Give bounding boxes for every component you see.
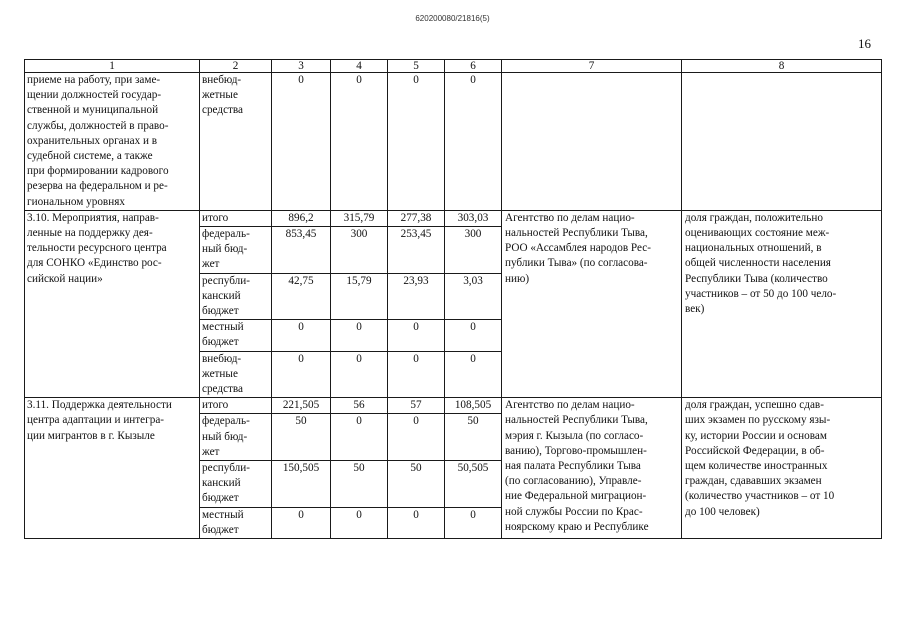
cell-line: канский [202, 477, 241, 490]
cell-line: местный [202, 321, 244, 334]
cell-line: федераль- [202, 415, 250, 428]
cell-line: жетные [202, 367, 238, 380]
cell-line: доля граждан, положительно [685, 211, 823, 224]
cell-line: жет [202, 445, 220, 458]
cell-line: ный бюд- [202, 243, 248, 256]
value-cell: 303,03 [445, 210, 502, 226]
value-cell: 108,505 [445, 398, 502, 414]
value-cell: 50 [272, 414, 331, 461]
cell-line: мэрия г. Кызыла (по согласо- [505, 429, 644, 442]
cell-line: бюджет [202, 305, 239, 318]
cell-line: канский [202, 289, 241, 302]
value-cell: 50,505 [445, 461, 502, 508]
cell-line: средства [202, 383, 244, 396]
cell-line: ванию), Торгово-промышлен- [505, 444, 647, 457]
cell-line: судебной системе, а также [27, 150, 153, 163]
cell-line: ку, истории России и основам [685, 429, 827, 442]
header-cell: 2 [200, 60, 272, 73]
activity-cell [25, 73, 200, 211]
cell-line: (по согласованию), Управле- [505, 475, 642, 488]
cell-line: век) [685, 303, 705, 316]
cell-line: гиональном уровнях [27, 195, 125, 208]
value-cell: 50 [445, 414, 502, 461]
cell-line: тельности ресурсного центра [27, 242, 167, 255]
cell-line: бюджет [202, 492, 239, 505]
funding-source-cell [200, 351, 272, 398]
header-cell: 5 [388, 60, 445, 73]
cell-line: республи- [202, 274, 250, 287]
table-row [25, 73, 882, 211]
value-cell: 57 [388, 398, 445, 414]
cell-line: ноярскому краю и Республике [505, 520, 649, 533]
header-cell: 7 [502, 60, 682, 73]
executors-cell [502, 398, 682, 539]
cell-line: ших экзамен по русскому язы- [685, 414, 831, 427]
cell-line: средства [202, 104, 244, 117]
value-cell: 0 [331, 320, 388, 351]
cell-line: до 100 человек) [685, 505, 760, 518]
program-table [24, 59, 882, 539]
cell-line: 3.11. Поддержка деятельности [27, 399, 172, 412]
value-cell: 0 [388, 73, 445, 211]
value-cell: 56 [331, 398, 388, 414]
cell-line: публики Тыва» (по согласова- [505, 257, 648, 270]
value-cell: 0 [272, 320, 331, 351]
cell-line: доля граждан, успешно сдав- [685, 399, 824, 412]
funding-source-cell [200, 210, 272, 226]
cell-line: Республики Тыва (количество [685, 272, 828, 285]
funding-source-cell [200, 273, 272, 320]
indicator-cell [682, 210, 882, 397]
header-cell: 4 [331, 60, 388, 73]
funding-source-cell [200, 227, 272, 274]
value-cell: 0 [272, 351, 331, 398]
value-cell: 315,79 [331, 210, 388, 226]
table-row [25, 210, 882, 226]
header-cell: 6 [445, 60, 502, 73]
cell-line: внебюд- [202, 352, 242, 365]
value-cell: 277,38 [388, 210, 445, 226]
funding-source-cell [200, 414, 272, 461]
cell-line: для СОНКО «Единство рос- [27, 257, 162, 270]
funding-source-cell [200, 320, 272, 351]
cell-line: при формировании кадрового [27, 165, 169, 178]
value-cell: 0 [331, 507, 388, 538]
cell-line: приеме на работу, при заме- [27, 74, 161, 86]
cell-line: итого [202, 399, 229, 412]
cell-line: РОО «Ассамблея народов Рес- [505, 242, 651, 255]
cell-line: оценивающих состояние меж- [685, 227, 830, 240]
value-cell: 0 [388, 414, 445, 461]
cell-line: нальностей Республики Тыва, [505, 227, 648, 240]
cell-line: общей численности населения [685, 257, 831, 270]
cell-line: службы, должностей в право- [27, 119, 169, 132]
value-cell: 0 [388, 351, 445, 398]
cell-line: местный [202, 508, 244, 521]
value-cell: 221,505 [272, 398, 331, 414]
cell-line: федераль- [202, 228, 250, 241]
value-cell: 853,45 [272, 227, 331, 274]
value-cell: 0 [331, 351, 388, 398]
cell-line: Агентство по делам нацио- [505, 399, 635, 412]
indicator-cell [682, 398, 882, 539]
cell-line: ная палата Республики Тыва [505, 460, 641, 473]
cell-line: граждан, сдававших экзамен [685, 475, 822, 488]
value-cell: 15,79 [331, 273, 388, 320]
cell-line: внебюд- [202, 74, 242, 86]
activity-cell [25, 210, 200, 397]
cell-line: ленные на поддержку дея- [27, 227, 153, 240]
cell-line: ный бюд- [202, 430, 248, 443]
cell-line: щении должностей государ- [27, 89, 162, 102]
cell-line: щем количестве иностранных [685, 460, 828, 473]
cell-line: ции мигрантов в г. Кызыле [27, 429, 155, 442]
cell-line: ние Федеральной миграцион- [505, 490, 647, 503]
executors-cell [502, 210, 682, 397]
value-cell: 0 [331, 73, 388, 211]
cell-line: жет [202, 258, 220, 271]
value-cell: 50 [331, 461, 388, 508]
cell-line: центра адаптации и интегра- [27, 414, 165, 427]
value-cell: 23,93 [388, 273, 445, 320]
value-cell: 0 [272, 73, 331, 211]
value-cell: 0 [445, 73, 502, 211]
value-cell: 0 [272, 507, 331, 538]
value-cell: 896,2 [272, 210, 331, 226]
funding-source-cell [200, 507, 272, 538]
cell-line: национальных отношений, в [685, 242, 822, 255]
cell-line: ственной и муниципальной [27, 104, 159, 117]
value-cell: 0 [445, 507, 502, 538]
value-cell: 50 [388, 461, 445, 508]
cell-line: бюджет [202, 336, 239, 349]
cell-line: (количество участников – от 10 [685, 490, 835, 503]
value-cell: 300 [331, 227, 388, 274]
header-cell: 8 [682, 60, 882, 73]
value-cell: 0 [388, 320, 445, 351]
cell-line: жетные [202, 89, 238, 102]
activity-cell [25, 398, 200, 539]
cell-line: нию) [505, 272, 530, 285]
cell-line: сийской нации» [27, 272, 103, 285]
value-cell: 300 [445, 227, 502, 274]
cell-line: нальностей Республики Тыва, [505, 414, 648, 427]
document-code: 620200080/21816(5) [415, 14, 490, 23]
cell-line: охранительных органах и в [27, 134, 158, 147]
cell-line: 3.10. Мероприятия, направ- [27, 211, 159, 224]
cell-line: ной службы России по Крас- [505, 505, 643, 518]
page-number: 16 [858, 36, 871, 51]
indicator-cell [682, 73, 882, 211]
cell-line: бюджет [202, 523, 239, 536]
cell-line: Агентство по делам нацио- [505, 211, 635, 224]
cell-line: резерва на федеральном и ре- [27, 180, 168, 193]
cell-line: итого [202, 211, 229, 224]
value-cell: 0 [388, 507, 445, 538]
cell-line: участников – от 50 до 100 чело- [685, 287, 837, 300]
table-row [25, 398, 882, 414]
value-cell: 42,75 [272, 273, 331, 320]
cell-line: Российской Федерации, в об- [685, 444, 825, 457]
funding-source-cell [200, 398, 272, 414]
funding-source-cell [200, 73, 272, 211]
value-cell: 253,45 [388, 227, 445, 274]
header-row [25, 60, 882, 73]
funding-source-cell [200, 461, 272, 508]
value-cell: 3,03 [445, 273, 502, 320]
value-cell: 150,505 [272, 461, 331, 508]
executors-cell [502, 73, 682, 211]
value-cell: 0 [445, 351, 502, 398]
cell-line: республи- [202, 462, 250, 475]
header-cell: 1 [25, 60, 200, 73]
value-cell: 0 [331, 414, 388, 461]
header-cell: 3 [272, 60, 331, 73]
value-cell: 0 [445, 320, 502, 351]
